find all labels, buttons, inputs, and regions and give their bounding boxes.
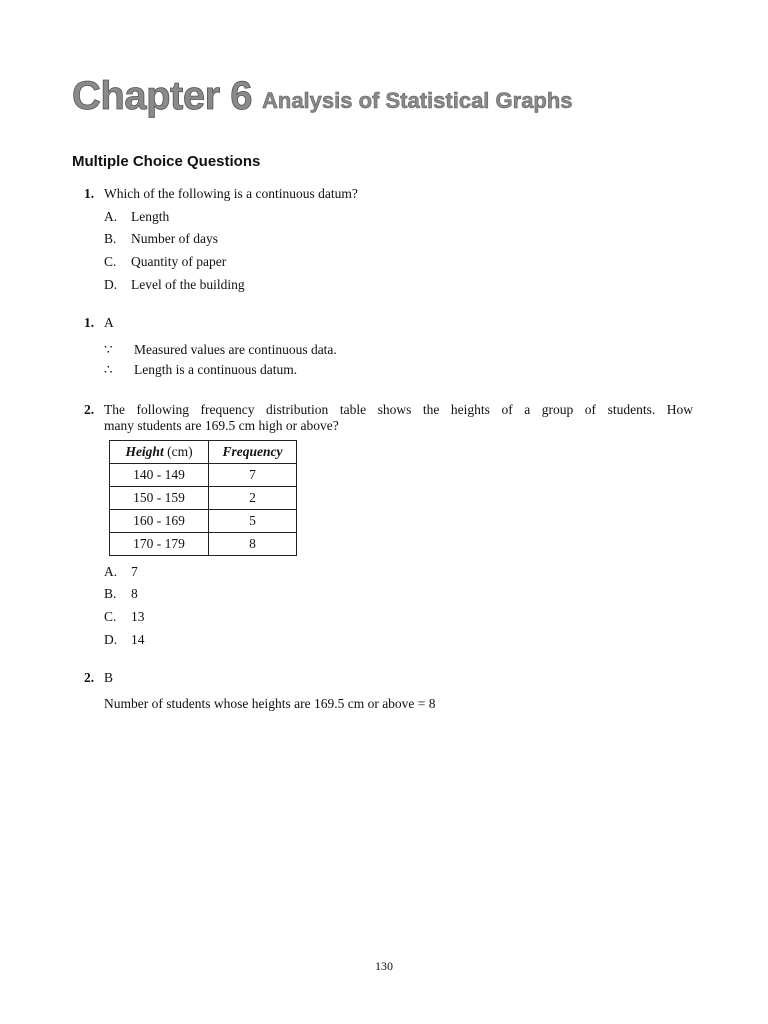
answer-letter: B: [104, 670, 114, 685]
option-letter: B.: [104, 231, 117, 246]
frequency-value: 8: [209, 533, 297, 556]
option-text: Length: [131, 209, 170, 224]
chapter-title: Analysis of Statistical Graphs: [262, 88, 573, 113]
height-range: 150 - 159: [110, 487, 209, 510]
therefore-symbol: ∴: [104, 362, 113, 377]
option-letter: A.: [104, 209, 118, 224]
question-text-line-1: The following frequency distribution table shows the heights of a group of students. How: [104, 402, 693, 417]
option-letter: C.: [104, 609, 117, 624]
answer-letter: A: [104, 315, 114, 330]
option-letter: D.: [104, 632, 118, 647]
chapter-number: Chapter 6: [72, 74, 252, 118]
question-text-line-2: many students are 169.5 cm high or above?: [104, 418, 339, 433]
answer-number: 1.: [84, 315, 95, 330]
frequency-value: 2: [209, 487, 297, 510]
frequency-value: 5: [209, 510, 297, 533]
because-symbol: ∵: [104, 342, 113, 357]
table-row: [110, 464, 297, 487]
question-number: 1.: [84, 186, 95, 201]
height-range: 160 - 169: [110, 510, 209, 533]
header-frequency: Frequency: [209, 441, 297, 464]
answer-number: 2.: [84, 670, 95, 685]
table-row: [110, 510, 297, 533]
therefore-text: Length is a continuous datum.: [134, 362, 298, 377]
option-letter: C.: [104, 254, 117, 269]
option-letter: B.: [104, 586, 117, 601]
table-row: [110, 533, 297, 556]
option-text: 7: [131, 564, 138, 579]
option-text: Number of days: [131, 231, 218, 246]
option-text: 14: [131, 632, 145, 647]
section-title: Multiple Choice Questions: [72, 153, 261, 170]
option-text: 8: [131, 586, 138, 601]
question-number: 2.: [84, 402, 95, 417]
header-height-label: Height: [125, 444, 164, 459]
because-text: Measured values are continuous data.: [134, 342, 337, 357]
option-letter: D.: [104, 277, 118, 292]
frequency-table: [109, 440, 297, 556]
table-header-row: [110, 441, 297, 464]
option-text: Quantity of paper: [131, 254, 227, 269]
height-range: 170 - 179: [110, 533, 209, 556]
option-text: 13: [131, 609, 145, 624]
header-height-unit: (cm): [163, 444, 193, 459]
frequency-value: 7: [209, 464, 297, 487]
header-height: [110, 441, 209, 464]
page-number: 130: [375, 959, 393, 973]
answer-explanation: Number of students whose heights are 169.5 cm or above = 8: [104, 696, 436, 711]
question-text: Which of the following is a continuous datum?: [104, 186, 358, 201]
option-text: Level of the building: [131, 277, 245, 292]
table-row: [110, 487, 297, 510]
option-letter: A.: [104, 564, 118, 579]
height-range: 140 - 149: [110, 464, 209, 487]
